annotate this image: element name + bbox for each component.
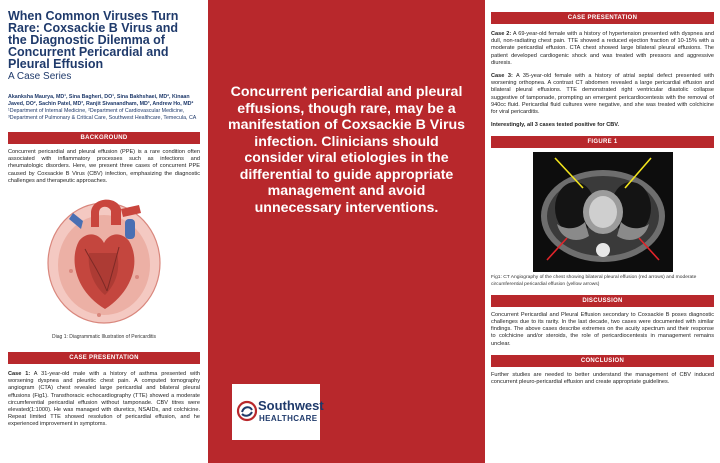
poster-title: When Common Viruses Turn Rare: Coxsackie B Virus and the Diagnostic Dilemma of Concurrent Pericardial and Pleural Effusion — [8, 9, 179, 71]
conclusion-heading: CONCLUSION — [491, 355, 714, 367]
figure-heading: FIGURE 1 — [491, 136, 714, 148]
background-heading: BACKGROUND — [8, 132, 200, 144]
right-column — [485, 0, 720, 463]
ct-image — [533, 152, 673, 272]
case2-body: A 69-year-old female with a history of hypertension presented with dyspnea and dull, non-radiating chest pain. TTE showed a reduced ejection fraction of 10-15% with a moderate pericardial effusion. CTA chest showed large bilateral pleural effusions. The patient developed cardiogenic shock and was treated with pressors and aggressive diuresis. — [491, 31, 714, 66]
affiliations: ¹Department of Internal Medicine, ²Department of Cardiovascular Medicine, ³Department of Pulmonary & Critical Care, Southwest Healthcare, Temecula, CA — [8, 108, 197, 121]
background-text: Concurrent pericardial and pleural effusion (PPE) is a rare condition often associated with inflammatory processes such as infections and rheumatologic disorders. Here, we present three cases of concurrent PPE caused by Coxsackie B Virus (CBV) infection, emphasizing the diagnostic challenges and therapeutic approaches. — [8, 149, 200, 184]
case1-body: A 31-year-old male with a history of asthma presented with worsening dyspnea and pleuritic chest pain. A computed tomography angiogram (CTA) chest revealed large pericardial and bilateral pleural effusions (Fig1). Transthoracic echocardiography (TTE) showed a moderate circumferential pericardial effusion without tamponade. CBV titres were elevated(1:1000). He was managed with diuretics, NSAIDs, and colchicine. Repeat limited TTE showed resolution of pericardial effusion, and he experienced improvement in symptoms. — [8, 371, 200, 428]
ct-scan-icon — [533, 152, 673, 272]
left-column — [0, 0, 208, 463]
diagram-caption: Diag 1: Diagrammatic Illustration of Pericarditis — [52, 334, 156, 341]
case3-body: A 35-year-old female with a history of atrial septal defect presented with worsening orthopnea. A contrast CT abdomen revealed a large pericardial effusion and bilateral pleural effusions. TTE demonstrated right ventricular diastolic collapse suggestive of tamponade, prompting an emergent pericardiocentesis with the removal of 940cc fluid. Pericardial fluid cultures were negative, and she was treated with colchicine for viral pericarditis. — [491, 73, 714, 116]
discussion-text: Concurrent Pericardial and Pleural Effusion secondary to Coxsackie B poses diagnostic challenges due to its rarity. In the last decade, two cases were documented with similar findings. The above cases describe extremes on the acuity spectrum and their response to colchicine and/or steroids, the role of pericardiocentesis in management remains unclear. — [491, 311, 714, 347]
case1-text — [8, 371, 200, 429]
case-presentation-heading-left: CASE PRESENTATION — [8, 352, 200, 364]
case-presentation-heading-right: CASE PRESENTATION — [491, 12, 714, 24]
logo-line1: Southwest — [258, 398, 324, 413]
case3-label: Case 3: — [491, 73, 513, 80]
southwest-logo-mark-icon — [236, 400, 258, 422]
logo-line2: HEALTHCARE — [259, 414, 318, 423]
conclusion-text: Further studies are needed to better understand the management of CBV induced concurrent pleuro-pericardial effusion and create appropriate guidelines. — [491, 371, 714, 386]
middle-column — [208, 0, 485, 463]
case1-label: Case 1: — [8, 371, 31, 378]
cbv-summary: Interestingly, all 3 cases tested positive for CBV. — [491, 122, 620, 129]
case2-text — [491, 31, 714, 67]
key-message: Concurrent pericardial and pleural effusions, though rare, may be a manifestation of Coxsackie B Virus infection. Clinicians should consider viral etiologies in the differential to guide appropriate management and avoid unnecessary interventions. — [227, 84, 466, 216]
pericarditis-diagram — [29, 191, 179, 331]
poster-subtitle: A Case Series — [8, 71, 72, 82]
southwest-logo — [232, 384, 324, 440]
figure-caption: Fig1: CT Angiography of the chest showing bilateral pleural effusion (red arrows) and moderate circumferential pericardial effusion (yellow arrows) — [491, 275, 697, 287]
heart-diagram-icon — [29, 191, 179, 331]
discussion-heading: DISCUSSION — [491, 295, 714, 307]
author-list: Akanksha Maurya, MD¹, Sina Bagheri, DO¹, Sina Bakhshaei, MD², Kinaan Javed, DO², Sachin Patel, MD³, Ranjit Sivanandham, MD³, Andrew Ho, MD² — [8, 94, 194, 107]
case2-label: Case 2: — [491, 31, 512, 37]
case3-text — [491, 73, 714, 116]
